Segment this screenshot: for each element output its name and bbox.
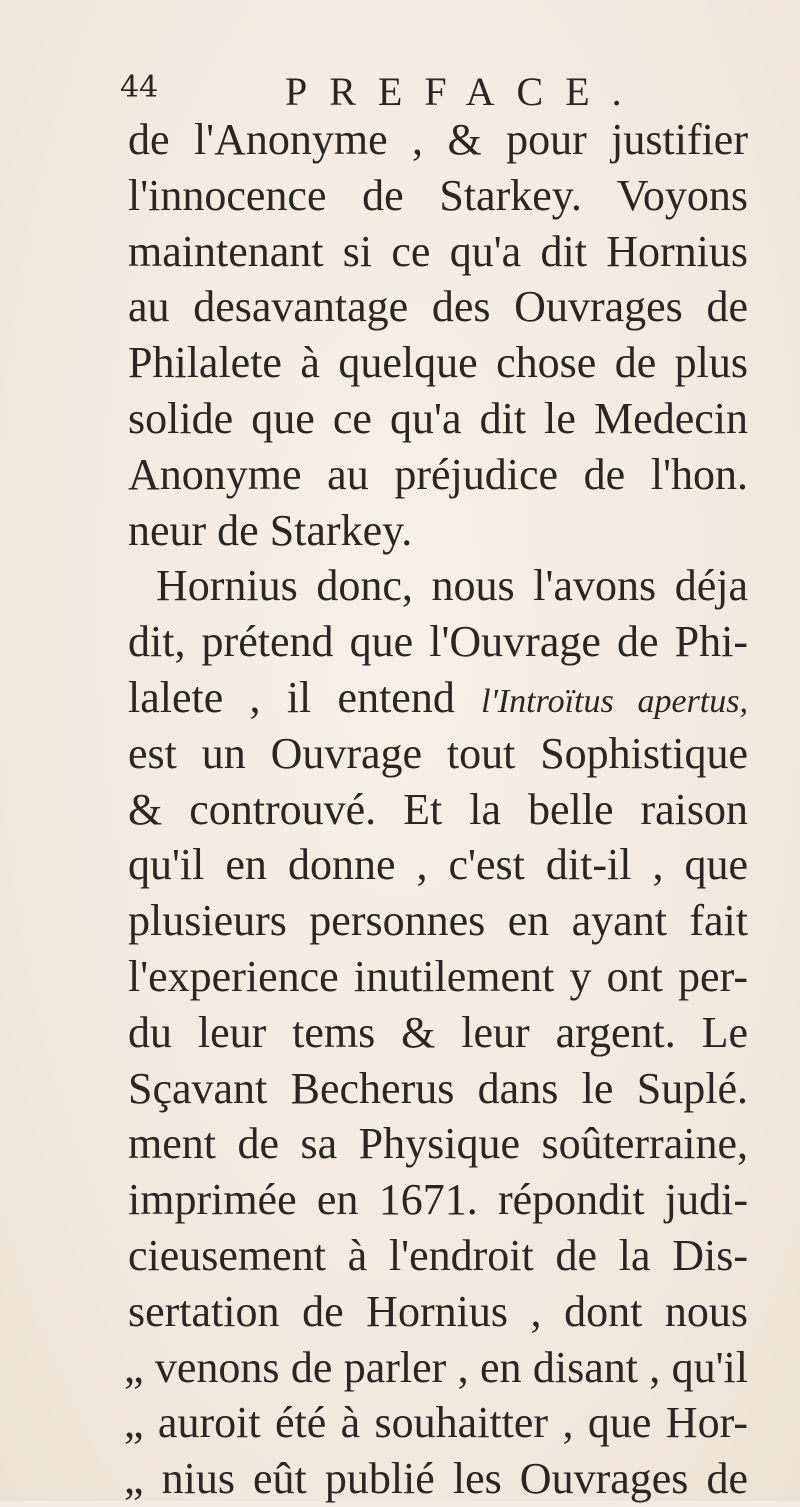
text-line: dit, prétend que l'Ouvrage de Phi- <box>128 617 748 667</box>
text-line-with-italic <box>128 670 748 726</box>
text-line: solide que ce qu'a dit le Medecin <box>128 393 748 443</box>
text-line: du leur tems & leur argent. Le <box>128 1007 748 1057</box>
text-line: plusieurs personnes en ayant fait <box>128 896 748 946</box>
text-line: sertation de Hornius , dont nous <box>128 1286 748 1336</box>
text-line: & controuvé. Et la belle raison <box>128 784 748 834</box>
page-header <box>120 60 740 114</box>
running-title: PREFACE. <box>285 69 644 114</box>
text-line: l'experience inutilement y ont per- <box>128 951 748 1001</box>
text-line: Sçavant Becherus dans le Suplé. <box>128 1063 748 1113</box>
text-line: ment de sa Physique soûterraine, <box>128 1119 748 1169</box>
text-segment: lalete , il entend <box>128 672 482 722</box>
paragraph-start-line: Hornius donc, nous l'avons déja <box>156 561 748 611</box>
text-line: l'innocence de Starkey. Voyons <box>128 170 748 220</box>
text-line: neur de Starkey. <box>128 505 413 555</box>
italic-book-title: l'Introïtus apertus, <box>481 682 748 720</box>
quoted-line: „ nius eût publié les Ouvrages de <box>124 1454 748 1504</box>
text-line: cieusement à l'endroit de la Dis- <box>128 1230 748 1280</box>
text-line: de l'Anonyme , & pour justifier <box>128 115 748 164</box>
body-text <box>124 112 748 1507</box>
text-line: imprimée en 1671. répondit judi- <box>128 1175 748 1225</box>
quoted-line: „ venons de parler , en disant , qu'il <box>124 1342 748 1392</box>
text-line: maintenant si ce qu'a dit Hornius <box>128 226 748 276</box>
quoted-line: „ auroit été à souhaitter , que Hor- <box>124 1398 748 1448</box>
text-line: qu'il en donne , c'est dit-il , que <box>128 840 748 890</box>
page-number: 44 <box>120 70 159 105</box>
text-line: Anonyme au préjudice de l'hon. <box>128 449 748 499</box>
text-line: est un Ouvrage tout Sophistique <box>128 728 748 778</box>
text-line: au desavantage des Ouvrages de <box>128 282 748 332</box>
text-line: Philalete à quelque chose de plus <box>128 338 748 388</box>
